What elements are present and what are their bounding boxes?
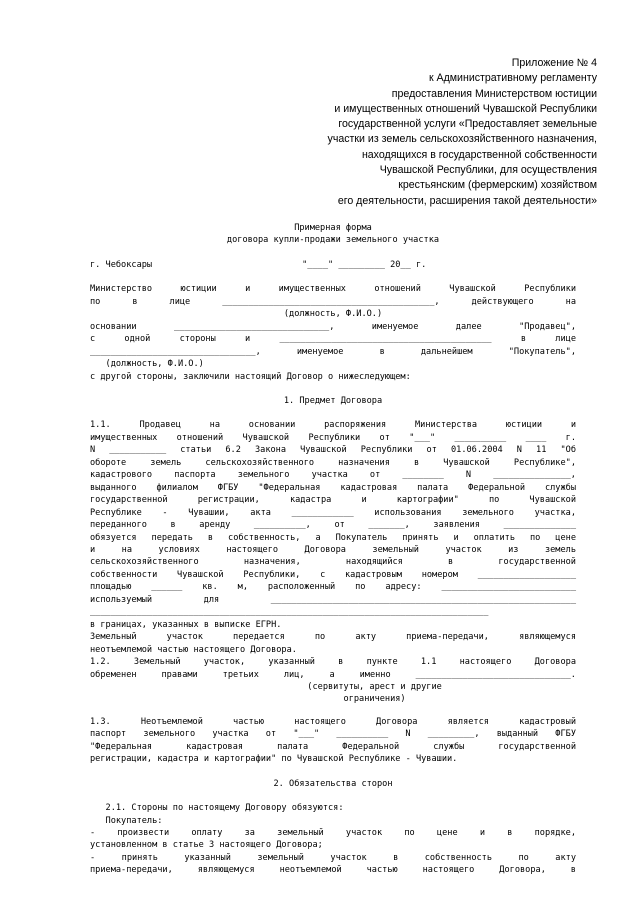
text-line: выданного филиалом ФГБУ "Федеральная кадастровая палата Федеральной службы bbox=[90, 482, 576, 493]
text-line: ограничения) bbox=[90, 694, 406, 705]
text-line: и на условиях настоящего Договора земельный участок из земель bbox=[90, 544, 576, 555]
text-line: (должность, Ф.И.О.) bbox=[283, 309, 383, 320]
text-line: - принять указанный земельный участок в собственность по акту bbox=[90, 852, 576, 863]
text-line: N ___________ статьи 6.2 Закона Чувашской Республики от 01.06.2004 N 11 "Об bbox=[90, 445, 576, 456]
text-line: обременен правами третьих лиц, а именно ______________________________. bbox=[90, 669, 576, 680]
appendix-line: и имущественных отношений Чувашской Республики bbox=[334, 102, 597, 115]
section-1-body bbox=[90, 419, 576, 705]
section-2-heading: 2. Обязательства сторон bbox=[273, 778, 393, 789]
text-line: _____________________________________________________________________________ bbox=[90, 607, 489, 618]
text-line: обороте земель сельскохозяйственного назначения в Чувашской Республике", bbox=[90, 457, 576, 468]
text-line: используемый для ___________________________________________________________ bbox=[90, 594, 576, 605]
text-line: "Федеральная кадастровая палата Федеральной службы государственной bbox=[90, 741, 576, 752]
text-line: обязуется передать в собственность, а Покупатель принять и оплатить по цене bbox=[90, 532, 576, 543]
text-line: 2.1. Стороны по настоящему Договору обязуются: bbox=[90, 803, 344, 814]
appendix-header bbox=[267, 56, 597, 209]
text-line: площадью ______ кв. м, расположенный по адресу: __________________________ bbox=[90, 582, 576, 593]
appendix-line: участки из земель сельскохозяйственного назначения, bbox=[327, 133, 597, 146]
text-line: паспорт земельного участка от "___" __________ N _________, выданный ФГБУ bbox=[90, 729, 576, 740]
preamble bbox=[90, 283, 576, 383]
text-line: регистрации, кадастра и картографии" по Чувашской Республике - Чувашии. bbox=[90, 754, 458, 765]
text-line: Республике - Чувашии, акта ____________ использования земельного участка, bbox=[90, 507, 576, 518]
place-date-line: г. Чебоксары "____" _________ 20__ г. bbox=[90, 259, 427, 270]
text-line: установленном в статье 3 настоящего Договора; bbox=[90, 840, 323, 851]
text-line: Земельный участок передается по акту приема-передачи, являющемуся bbox=[90, 632, 576, 643]
section-1-3 bbox=[90, 716, 576, 766]
contract-body bbox=[90, 222, 576, 877]
appendix-line: Приложение № 4 bbox=[511, 57, 597, 69]
text-line: ________________________________, именуемое в дальнейшем "Покупатель", bbox=[90, 346, 576, 357]
appendix-line: крестьянским (фермерским) хозяйством bbox=[398, 179, 597, 192]
text-line: приема-передачи, являющемуся неотъемлемой частью настоящего Договора, в bbox=[90, 865, 576, 876]
text-line: Покупатель: bbox=[90, 815, 163, 826]
text-line: Министерство юстиции и имущественных отношений Чувашской Республики bbox=[90, 284, 576, 295]
text-line: основании ______________________________, именуемое далее "Продавец", bbox=[90, 321, 576, 332]
section-1-heading: 1. Предмет Договора bbox=[283, 395, 383, 406]
text-line: с одной стороны и _________________________________________ в лице bbox=[90, 334, 576, 345]
form-title: Примерная форма bbox=[294, 223, 372, 233]
appendix-line: предоставления Министерством юстиции bbox=[391, 87, 597, 100]
text-line: кадастрового паспорта земельного участка от ________ N _______________, bbox=[90, 470, 576, 481]
appendix-line: к Административному регламенту bbox=[428, 72, 597, 85]
text-line: государственной регистрации, кадастра и картографии" по Чувашской bbox=[90, 495, 576, 506]
appendix-line: Чувашской Республики, для осуществления bbox=[379, 164, 597, 177]
text-line: в границах, указанных в выписке ЕГРН. bbox=[90, 619, 282, 630]
text-line: сельскохозяйственного назначения, находящийся в государственной bbox=[90, 557, 576, 568]
form-subtitle: договора купли-продажи земельного участка bbox=[226, 235, 440, 246]
text-line: по в лице _________________________________________, действующего на bbox=[90, 296, 576, 307]
text-line: переданного в аренду __________, от _______, заявления ______________ bbox=[90, 520, 576, 531]
appendix-line: его деятельности, расширения такой деятельности» bbox=[337, 194, 597, 207]
text-line: 1.3. Неотъемлемой частью настоящего Договора является кадастровый bbox=[90, 716, 576, 727]
text-line: (должность, Ф.И.О.) bbox=[90, 359, 204, 370]
text-line: (сервитуты, арест и другие bbox=[90, 681, 442, 692]
section-2-body bbox=[90, 802, 576, 877]
text-line: 1.2. Земельный участок, указанный в пункте 1.1 настоящего Договора bbox=[90, 657, 576, 668]
appendix-line: государственной услуги «Предоставляет земельные bbox=[338, 118, 597, 131]
text-line: имущественных отношений Чувашской Республики от "___" __________ ____ г. bbox=[90, 432, 576, 443]
text-line: неотъемлемой частью настоящего Договора. bbox=[90, 644, 297, 655]
appendix-line: находящихся в государственной собственности bbox=[361, 148, 597, 161]
text-line: собственности Чувашской Республики, с кадастровым номером ___________________ bbox=[90, 569, 576, 580]
text-line: 1.1. Продавец на основании распоряжения Министерства юстиции и bbox=[90, 420, 576, 431]
text-line: - произвести оплату за земельный участок по цене и в порядке, bbox=[90, 828, 576, 839]
text-line: с другой стороны, заключили настоящий Договор о нижеследующем: bbox=[90, 371, 411, 382]
